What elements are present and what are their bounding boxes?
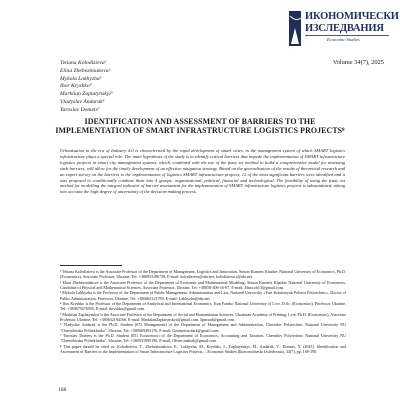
footnote: ⁵ Markiian Zaplatynskyi is the Associate Professor of the Department of Social and Humanitarian Sciences, Ukrainian Academy of Printing, Lviv, Ph.D. (Economics), Associate Professor, Ukraine, Tel: +380632194166, E-mail: MarkiianZaplatynskyi@gmail.com, 5pmxad@gmail.com. [60,311,346,322]
footnote: ³ Mykola Lakhyzha is the Professor of the Department of Public Management, Administration and Law, National University «Yuri Kondratyuk Poltava Polytechnic», Doctor of Public Administration, Professor, Ukraine, Tel: +380663121789, E-mail: Lakhyzha@ukr.net. [60,290,346,301]
footnote: ⁴ Ihor Kryshko is the Professor of the Department of Analytical and International Economics, Ivan Franko National University of Lviv, D.Sc. (Economics), Professor, Ukraine, Tel: +380679476595, E-mail: ikryshko@gmail.com. [60,301,346,312]
page-number: 168 [58,387,67,393]
author-name: Elina Zhebeziniakova² [60,67,111,74]
footnote-divider [60,265,122,266]
footnote: ⁶ Vladyslav Andarak is the Ph.D. Student (073 Management) of the Department of Management and Administration, Chernihiv Polytechnic National University NU "Chernihivska Politekhnika", Ukraine, Tel: +380669493176, E-mail: Geometria.dark@gmail.com. [60,322,346,333]
footnote: ¹ Tetiana Kolodizieva is the Associate Professor of the Department of Management, Logistics and Innovation, Simon Kuznets Kharkiv National University of Economics, Ph.D. (Economics), Associate Professor, Ukraine, Tel: +380953186739, E-mail: kolodizieva@ukr.net, kolodizieva.t@ukr.net. [60,269,346,280]
footnote: ⁷ Yaroslav Domets is the Ph.D. Student (051 Economics) of the Department of Economics, Accounting and Taxation, Chernihiv Polytechnic National University NU "Chernihivska Politekhnika", Ukraine, Tel: +380931995196, E-mail: Oliver.maksik@gmail.com. [60,333,346,344]
author-name: Mykola Lakhyzha³ [60,75,102,82]
footnotes [60,269,346,355]
author-name: Vladyslav Andarak⁶ [60,98,105,105]
journal-subtitle: Economic Studies [327,37,360,42]
journal-name-line1: ИКОНОМИЧЕСКИ [305,11,399,22]
author-list [60,60,113,115]
journal-name-line2: ИЗСЛЕДВАНИЯ [305,23,384,34]
footnote: ⁸ This paper should be cited as: Kolodizieva, T., Zhebeziniakova, E., Lakhyzha, M., Kryshko, I., Zaplatynskyi, M., Andarak, V., Domets, Y. (2025). Identification and Assessment of Barriers to the Implementation of Smart Infrastructure Logistics Projects. – Economic Studies (Ikonomicheski Izsledvania), 34(7), pp. 168-190. [60,343,346,355]
volume-label: Volume 34(7), 2025 [332,59,384,66]
author-name: Yaroslav Domets⁷ [60,106,100,113]
author-name: Tetiana Kolodizieva¹ [60,60,107,66]
paper-title: IDENTIFICATION AND ASSESSMENT OF BARRIERS TO THE IMPLEMENTATION OF SMART INFRASTRUCTURE LOGISTICS PROJECTS⁸ [55,117,345,136]
journal-logo [287,8,399,48]
author-name: Ihor Kryshko⁴ [60,83,92,90]
abstract-text: Urbanisation in the era of Industry 4.0 is characterised by the rapid development of smart cities, in the management system of which SMART logistics infrastructure plays a special role. The main hypothesis of the study is to identify critical barriers that impede the implementation of SMART infrastructure logistics projects in smart city management systems, which, combined with the use of the fuzzy set method to build a comprehensive model for assessing such barriers, will allow for the timely development of an effective mitigation strategy. Based on the generalisation of the results of theoretical research and an expert survey on the barriers to the implementation of logistics SMART infrastructure projects, 12 of the most significant barriers were identified and it was proposed to conditionally combine them into 4 groups: organisational, political, financial and technological. The feasibility of using the fuzzy set method for modelling the integral indicator of barrier assessment for the implementation of SMART infrastructure logistics projects is substantiated, taking into account the high degree of uncertainty of the decision-making process. [60,148,345,195]
author-name: Markiian Zaplatynskyi⁵ [60,91,113,98]
footnote: ² Elina Zhebeziniakova is the Associate Professor of the Department of Economic and Mathematical Modeling, Simon Kuznets Kharkiv National University of Economics, Candidate of Physical and Mathematical Sciences, Associate Professor, Ukraine, Tel: +38050-306-16-97, E-mail: Elina.zh13@gmail.com. [60,279,346,290]
